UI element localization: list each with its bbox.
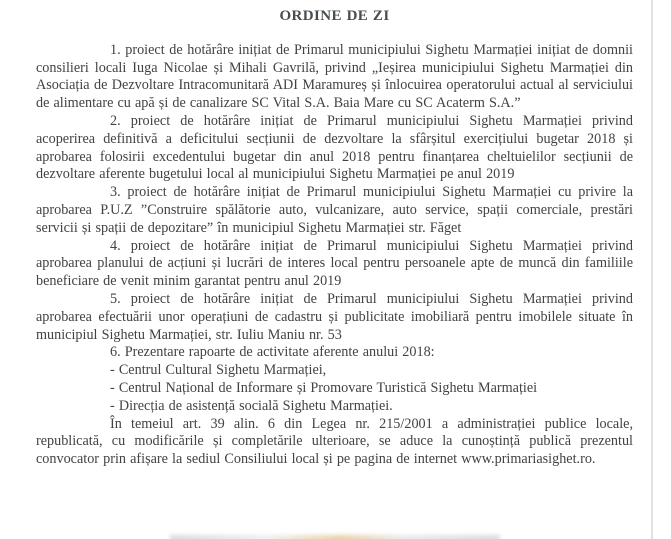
scan-artifact-next-line (170, 535, 500, 539)
legal-basis-paragraph (36, 416, 633, 469)
report-entity-tourism-center: - Centrul Național de Informare și Promovare Turistică Sighetu Marmației (110, 379, 538, 396)
agenda-item-4: 4. proiect de hotărâre inițiat de Primarul municipiului Sighetu Marmației privind aprobarea planului de acțiuni și lucrări de interes local pentru persoanele apte de muncă din familiile beneficiare de venit minim garantat pentru anul 2019 (36, 237, 633, 290)
agenda-item-3: 3. proiect de hotărâre inițiat de Primarul municipiului Sighetu Marmației cu privire la aprobarea P.U.Z ”Construire spălătorie auto, vulcanizare, auto service, spații comerciale, prestări servicii și spații de depozitare” în municipiul Sighetu Marmației str. Făget (36, 184, 633, 236)
agenda-document (36, 8, 633, 469)
legal-basis-text: În temeiul art. 39 alin. 6 din Legea nr. 215/2001 a administrației publice locale, republicată, cu modificările și completările ulterioare, se aduce la cunoștință publică prezentul convocator prin afișare la sediul Consiliului local și pe pagina de internet (36, 415, 633, 468)
report-entity-social-assistance: - Direcția de asistență socială Sighetu Marmației. (110, 397, 393, 414)
agenda-item-2: 2. proiect de hotărâre inițiat de Primarul municipiului Sighetu Marmației privind acoperirea definitivă a deficitului secțiunii de dezvoltare la sfârșitul exercițiului bugetar 2018 și aprobarea folosirii excedentului bugetar din anul 2018 pentru finanțarea cheltuielilor secțiunii de dezvoltare aferente bugetului local al municipiului Sighetu Marmației pe anul 2019 (36, 112, 633, 183)
report-entity-cultural-center: - Centrul Cultural Sighetu Marmației, (110, 362, 327, 379)
agenda-item-6: 6. Prezentare rapoarte de activitate aferente anului 2018: (110, 344, 435, 361)
agenda-item-5: 5. proiect de hotărâre inițiat de Primarul municipiului Sighetu Marmației privind aprobarea efectuării unor operațiuni de cadastru și publicitate imobiliară pentru imobilele situate în municipiul Sighetu Marmației, str. Iuliu Maniu nr. 53 (36, 290, 633, 343)
page-title: ORDINE DE ZI (279, 8, 390, 24)
agenda-item-1: 1. proiect de hotărâre inițiat de Primarul municipiului Sighetu Marmației inițiat de domnii consilieri locali Iuga Nicolae și Mihali Gavrilă, privind „Ieșirea municipiului Sighetu Marmației din Asociația de Dezvoltare Intracomunitară ADI Maramureș și înlocuirea operatorului actual al serviciului de alimentare cu apă și de canalizare SC Vital S.A. Baia Mare cu SC Acaterm S.A.” (36, 41, 633, 112)
page-edge-line (651, 0, 653, 539)
website-url: www.primariasighet.ro. (461, 451, 596, 468)
